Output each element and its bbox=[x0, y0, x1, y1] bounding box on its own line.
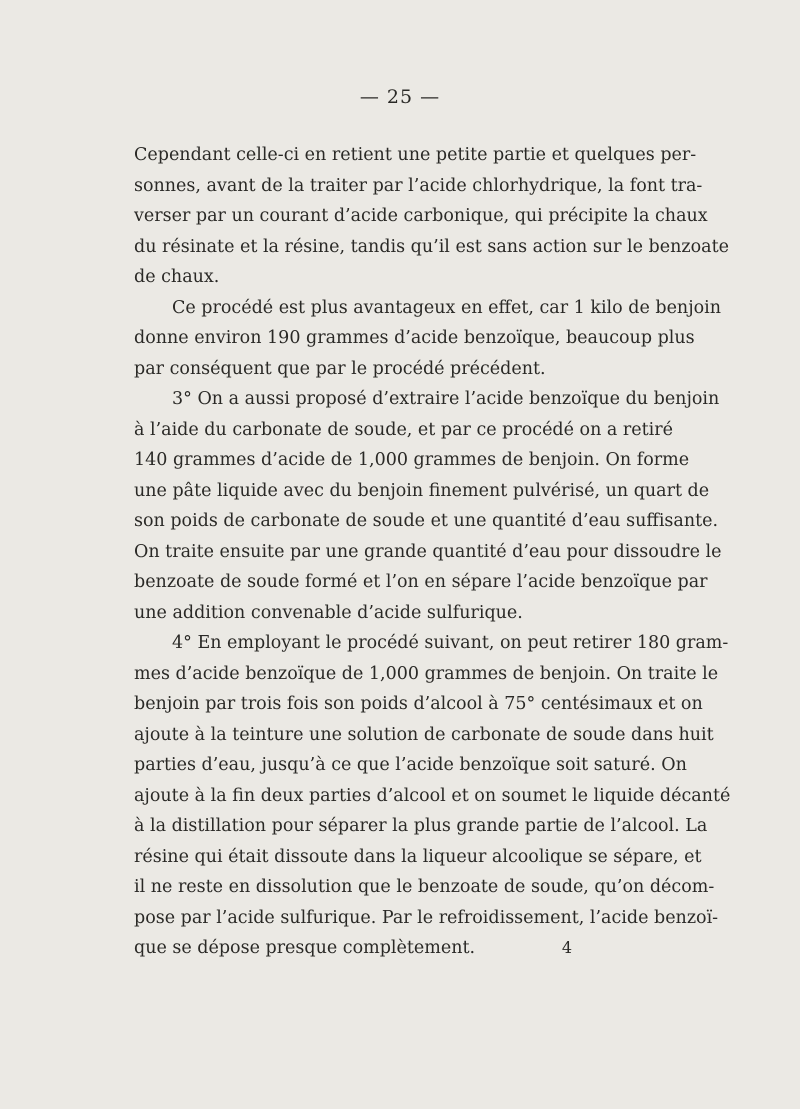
text-line: de chaux. bbox=[134, 267, 220, 287]
text-line: il ne reste en dissolution que le benzoate de soude, qu’on décom- bbox=[134, 877, 715, 897]
text-line: pose par l’acide sulfurique. Par le refroidissement, l’acide benzoï- bbox=[134, 907, 719, 928]
text-line: sonnes, avant de la traiter par l’acide chlorhydrique, la font tra- bbox=[134, 175, 703, 196]
text-line: Cependant celle-ci en retient une petite partie et quelques per- bbox=[134, 145, 697, 165]
text-line-content: que se dépose presque complètement. bbox=[134, 938, 476, 958]
text-line: benzoate de soude formé et l’on en sépare l’acide benzoïque par bbox=[134, 572, 708, 592]
text-line: par conséquent que par le procédé précédent. bbox=[134, 358, 546, 379]
text-line: résine qui était dissoute dans la liqueur alcoolique se sépare, et bbox=[134, 846, 702, 867]
paragraph bbox=[134, 140, 729, 293]
text-line: donne environ 190 grammes d’acide benzoïque, beaucoup plus bbox=[134, 328, 695, 348]
text-line: Ce procédé est plus avantageux en effet, car 1 kilo de benjoin bbox=[172, 297, 722, 318]
text-line: 140 grammes d’acide de 1,000 grammes de benjoin. On forme bbox=[134, 450, 690, 470]
paragraph bbox=[134, 293, 722, 385]
text-line: 4° En employant le procédé suivant, on peut retirer 180 gram- bbox=[172, 633, 729, 653]
text-line: verser par un courant d’acide carbonique, qui précipite la chaux bbox=[134, 206, 708, 226]
text-line: mes d’acide benzoïque de 1,000 grammes de benjoin. On traite le bbox=[134, 663, 719, 684]
body-text bbox=[134, 140, 731, 964]
text-line: du résinate et la résine, tandis qu’il est sans action sur le benzoate bbox=[134, 236, 729, 257]
page-number: — 25 — bbox=[359, 86, 441, 108]
text-line: On traite ensuite par une grande quantité d’eau pour dissoudre le bbox=[134, 541, 722, 562]
text-line: benjoin par trois fois son poids d’alcool à 75° centésimaux et on bbox=[134, 694, 703, 714]
text-line: ajoute à la fin deux parties d’alcool et on soumet le liquide décanté bbox=[134, 785, 731, 806]
text-line: ajoute à la teinture une solution de carbonate de soude dans huit bbox=[134, 724, 714, 745]
text-line: une addition convenable d’acide sulfurique. bbox=[134, 602, 523, 623]
text-line: à la distillation pour séparer la plus grande partie de l’alcool. La bbox=[134, 816, 708, 836]
signature-mark: 4 bbox=[561, 938, 572, 957]
text-line: son poids de carbonate de soude et une quantité d’eau suffisante. bbox=[134, 511, 719, 531]
text-line-final bbox=[134, 933, 642, 964]
text-line: parties d’eau, jusqu’à ce que l’acide benzoïque soit saturé. On bbox=[134, 755, 687, 775]
text-line: une pâte liquide avec du benjoin finement pulvérisé, un quart de bbox=[134, 480, 710, 501]
text-line: 3° On a aussi proposé d’extraire l’acide benzoïque du benjoin bbox=[172, 389, 720, 409]
paragraph bbox=[134, 384, 722, 628]
text-line: à l’aide du carbonate de soude, et par ce procédé on a retiré bbox=[134, 419, 673, 440]
paragraph bbox=[134, 628, 731, 964]
